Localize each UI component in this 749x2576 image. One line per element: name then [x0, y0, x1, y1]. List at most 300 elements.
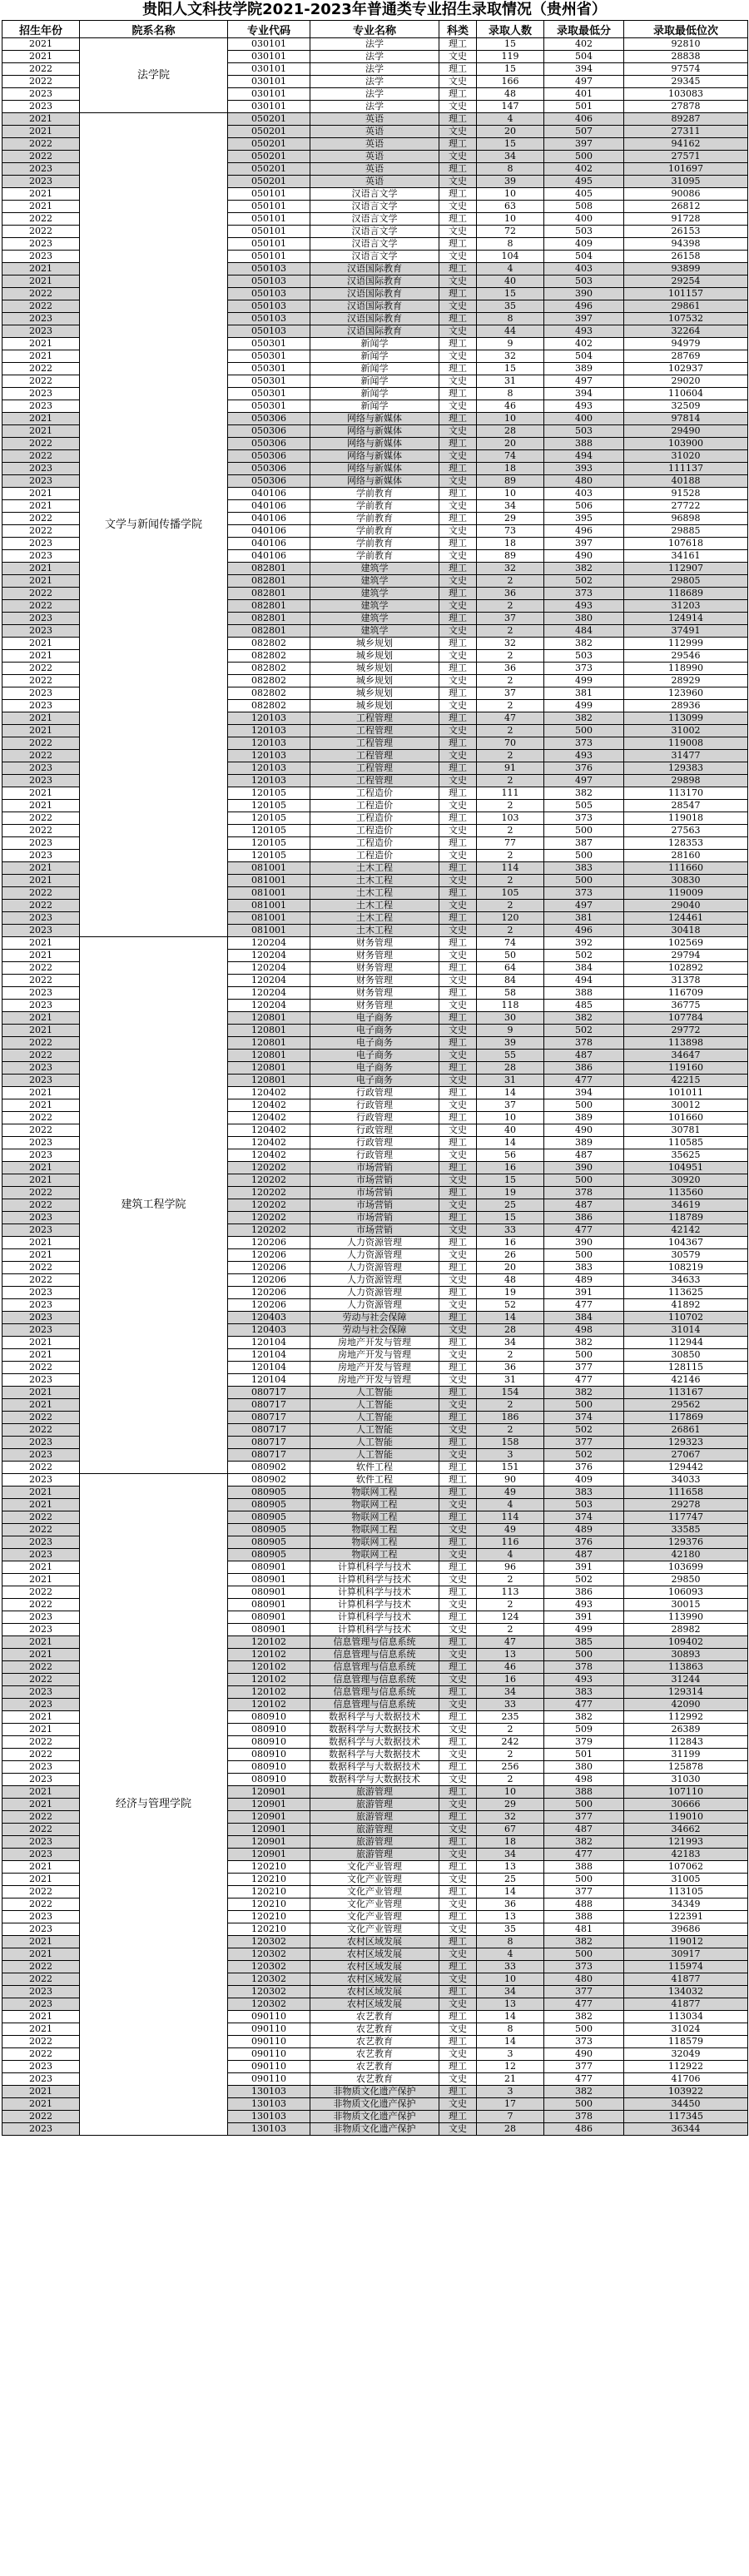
cell-admitted-count: 36: [477, 1362, 544, 1374]
cell-min-score: 403: [544, 263, 624, 275]
cell-category: 文史: [439, 700, 477, 712]
cell-year: 2021: [2, 575, 80, 588]
cell-category: 文史: [439, 1349, 477, 1362]
cell-major-name: 人力资源管理: [310, 1299, 439, 1312]
cell-major-name: 新闻学: [310, 400, 439, 413]
cell-major-code: 120102: [228, 1699, 310, 1711]
cell-min-score: 503: [544, 425, 624, 438]
cell-category: 理工: [439, 2111, 477, 2123]
cell-min-rank: 34633: [624, 1274, 748, 1287]
cell-min-score: 389: [544, 1137, 624, 1149]
cell-year: 2023: [2, 1137, 80, 1149]
cell-min-rank: 112944: [624, 1337, 748, 1349]
cell-min-score: 381: [544, 687, 624, 700]
cell-major-code: 080901: [228, 1599, 310, 1611]
cell-min-rank: 129383: [624, 762, 748, 775]
cell-major-code: 082801: [228, 625, 310, 638]
cell-min-rank: 41706: [624, 2073, 748, 2086]
cell-year: 2022: [2, 1262, 80, 1274]
cell-year: 2023: [2, 912, 80, 925]
cell-min-score: 481: [544, 1923, 624, 1936]
cell-admitted-count: 2: [477, 750, 544, 762]
cell-major-code: 120105: [228, 825, 310, 837]
cell-major-code: 050201: [228, 176, 310, 188]
cell-major-code: 040106: [228, 513, 310, 525]
cell-min-rank: 129442: [624, 1462, 748, 1474]
header-admitted-count: 录取人数: [477, 21, 544, 38]
cell-major-name: 新闻学: [310, 350, 439, 363]
cell-major-name: 数据科学与大数据技术: [310, 1774, 439, 1786]
cell-category: 理工: [439, 1262, 477, 1274]
cell-major-code: 120901: [228, 1824, 310, 1836]
cell-min-score: 373: [544, 812, 624, 825]
cell-min-score: 500: [544, 1099, 624, 1112]
cell-category: 理工: [439, 862, 477, 875]
cell-category: 文史: [439, 1649, 477, 1661]
cell-min-score: 379: [544, 1736, 624, 1749]
cell-min-rank: 34619: [624, 1199, 748, 1212]
cell-category: 文史: [439, 825, 477, 837]
cell-min-rank: 107618: [624, 538, 748, 550]
cell-category: 文史: [439, 2073, 477, 2086]
cell-admitted-count: 72: [477, 226, 544, 238]
cell-major-name: 网络与新媒体: [310, 450, 439, 463]
cell-min-score: 382: [544, 638, 624, 650]
cell-major-code: 120302: [228, 1998, 310, 2011]
cell-category: 文史: [439, 2023, 477, 2036]
cell-major-name: 工程造价: [310, 825, 439, 837]
cell-major-name: 学前教育: [310, 550, 439, 563]
cell-admitted-count: 10: [477, 488, 544, 500]
cell-year: 2023: [2, 1212, 80, 1224]
cell-min-rank: 107062: [624, 1861, 748, 1874]
cell-year: 2023: [2, 1849, 80, 1861]
cell-min-score: 382: [544, 1337, 624, 1349]
cell-category: 文史: [439, 1948, 477, 1961]
cell-major-name: 学前教育: [310, 513, 439, 525]
cell-major-name: 人工智能: [310, 1449, 439, 1462]
cell-admitted-count: 44: [477, 325, 544, 338]
cell-major-code: 120402: [228, 1124, 310, 1137]
cell-year: 2022: [2, 363, 80, 375]
cell-category: 理工: [439, 113, 477, 126]
cell-min-rank: 29772: [624, 1025, 748, 1037]
cell-year: 2022: [2, 900, 80, 912]
cell-min-rank: 34647: [624, 1050, 748, 1062]
cell-major-name: 农艺教育: [310, 2011, 439, 2023]
cell-min-rank: 42180: [624, 1549, 748, 1561]
cell-category: 文史: [439, 750, 477, 762]
cell-major-name: 行政管理: [310, 1087, 439, 1099]
cell-major-code: 120104: [228, 1362, 310, 1374]
cell-min-score: 386: [544, 1586, 624, 1599]
cell-major-name: 文化产业管理: [310, 1898, 439, 1911]
cell-min-score: 405: [544, 188, 624, 201]
cell-admitted-count: 103: [477, 812, 544, 825]
cell-min-rank: 128115: [624, 1362, 748, 1374]
cell-category: 文史: [439, 775, 477, 787]
cell-min-score: 500: [544, 1874, 624, 1886]
cell-category: 文史: [439, 525, 477, 538]
cell-major-name: 计算机科学与技术: [310, 1599, 439, 1611]
cell-admitted-count: 147: [477, 101, 544, 113]
cell-category: 文史: [439, 575, 477, 588]
cell-admitted-count: 40: [477, 275, 544, 288]
cell-category: 理工: [439, 837, 477, 850]
cell-major-name: 财务管理: [310, 975, 439, 987]
cell-min-rank: 30917: [624, 1948, 748, 1961]
cell-major-name: 学前教育: [310, 525, 439, 538]
cell-category: 文史: [439, 650, 477, 663]
cell-major-code: 080717: [228, 1437, 310, 1449]
cell-year: 2021: [2, 1162, 80, 1174]
table-row: [2, 1474, 748, 1487]
cell-category: 理工: [439, 1811, 477, 1824]
cell-year: 2023: [2, 625, 80, 638]
cell-min-rank: 113170: [624, 787, 748, 800]
cell-min-rank: 31014: [624, 1324, 748, 1337]
cell-major-name: 房地产开发与管理: [310, 1349, 439, 1362]
cell-major-code: 120204: [228, 975, 310, 987]
cell-admitted-count: 124: [477, 1611, 544, 1624]
cell-major-code: 080905: [228, 1487, 310, 1499]
cell-year: 2021: [2, 712, 80, 725]
cell-category: 理工: [439, 1487, 477, 1499]
cell-year: 2022: [2, 1362, 80, 1374]
cell-major-code: 081001: [228, 900, 310, 912]
cell-year: 2023: [2, 1986, 80, 1998]
cell-category: 文史: [439, 1674, 477, 1686]
cell-min-score: 500: [544, 1649, 624, 1661]
cell-major-name: 城乡规划: [310, 650, 439, 663]
cell-min-rank: 111658: [624, 1487, 748, 1499]
cell-year: 2021: [2, 1574, 80, 1586]
cell-min-rank: 119008: [624, 737, 748, 750]
cell-admitted-count: 13: [477, 1861, 544, 1874]
cell-category: 理工: [439, 2011, 477, 2023]
cell-admitted-count: 25: [477, 1199, 544, 1212]
cell-admitted-count: 9: [477, 338, 544, 350]
cell-min-rank: 26153: [624, 226, 748, 238]
cell-major-code: 120210: [228, 1923, 310, 1936]
cell-admitted-count: 26: [477, 1249, 544, 1262]
cell-year: 2023: [2, 850, 80, 862]
cell-major-code: 050306: [228, 475, 310, 488]
cell-year: 2022: [2, 812, 80, 825]
cell-min-rank: 118689: [624, 588, 748, 600]
cell-category: 理工: [439, 38, 477, 51]
cell-major-name: 学前教育: [310, 538, 439, 550]
cell-major-code: 120402: [228, 1137, 310, 1149]
cell-min-score: 389: [544, 363, 624, 375]
cell-min-score: 487: [544, 1050, 624, 1062]
cell-major-name: 旅游管理: [310, 1849, 439, 1861]
cell-min-rank: 29490: [624, 425, 748, 438]
cell-min-rank: 118789: [624, 1212, 748, 1224]
cell-category: 理工: [439, 1961, 477, 1973]
cell-category: 理工: [439, 1711, 477, 1724]
cell-min-rank: 112999: [624, 638, 748, 650]
cell-min-rank: 122391: [624, 1911, 748, 1923]
cell-admitted-count: 166: [477, 76, 544, 88]
cell-year: 2021: [2, 338, 80, 350]
cell-year: 2021: [2, 1237, 80, 1249]
cell-category: 理工: [439, 2036, 477, 2048]
cell-admitted-count: 31: [477, 375, 544, 388]
cell-admitted-count: 18: [477, 1836, 544, 1849]
cell-min-rank: 93899: [624, 263, 748, 275]
cell-category: 理工: [439, 1162, 477, 1174]
cell-category: 理工: [439, 762, 477, 775]
cell-year: 2022: [2, 1187, 80, 1199]
cell-min-rank: 94398: [624, 238, 748, 251]
cell-category: 理工: [439, 1561, 477, 1574]
cell-year: 2023: [2, 1774, 80, 1786]
cell-major-name: 文化产业管理: [310, 1923, 439, 1936]
cell-min-score: 388: [544, 987, 624, 1000]
table-header-row: [2, 21, 748, 38]
cell-category: 理工: [439, 663, 477, 675]
cell-min-score: 391: [544, 1611, 624, 1624]
cell-major-name: 市场营销: [310, 1174, 439, 1187]
cell-admitted-count: 3: [477, 2048, 544, 2061]
cell-min-score: 500: [544, 1948, 624, 1961]
cell-min-score: 497: [544, 775, 624, 787]
cell-category: 理工: [439, 1012, 477, 1025]
cell-min-score: 508: [544, 201, 624, 213]
cell-category: 文史: [439, 800, 477, 812]
cell-major-name: 信息管理与信息系统: [310, 1636, 439, 1649]
cell-year: 2023: [2, 837, 80, 850]
cell-category: 理工: [439, 313, 477, 325]
cell-major-code: 120402: [228, 1087, 310, 1099]
cell-category: 文史: [439, 1424, 477, 1437]
cell-min-rank: 113898: [624, 1037, 748, 1050]
cell-major-name: 电子商务: [310, 1012, 439, 1025]
cell-min-score: 386: [544, 1062, 624, 1075]
cell-category: 理工: [439, 263, 477, 275]
cell-category: 理工: [439, 1037, 477, 1050]
cell-min-score: 487: [544, 1549, 624, 1561]
cell-min-rank: 31005: [624, 1874, 748, 1886]
table-row: [2, 937, 748, 950]
cell-admitted-count: 58: [477, 987, 544, 1000]
cell-category: 理工: [439, 1886, 477, 1898]
cell-year: 2022: [2, 975, 80, 987]
cell-admitted-count: 2: [477, 1724, 544, 1736]
cell-major-code: 120202: [228, 1162, 310, 1174]
cell-admitted-count: 18: [477, 538, 544, 550]
cell-min-score: 382: [544, 787, 624, 800]
cell-year: 2023: [2, 987, 80, 1000]
cell-category: 文史: [439, 900, 477, 912]
cell-year: 2022: [2, 1124, 80, 1137]
cell-min-rank: 32264: [624, 325, 748, 338]
cell-year: 2021: [2, 1649, 80, 1661]
cell-min-score: 377: [544, 1986, 624, 1998]
cell-min-score: 497: [544, 375, 624, 388]
cell-admitted-count: 3: [477, 2086, 544, 2098]
cell-min-score: 400: [544, 213, 624, 226]
cell-major-name: 新闻学: [310, 388, 439, 400]
cell-major-name: 城乡规划: [310, 675, 439, 687]
cell-major-code: 120204: [228, 937, 310, 950]
cell-major-name: 计算机科学与技术: [310, 1586, 439, 1599]
cell-category: 理工: [439, 987, 477, 1000]
cell-major-code: 120102: [228, 1674, 310, 1686]
cell-year: 2021: [2, 488, 80, 500]
cell-min-rank: 27571: [624, 151, 748, 163]
cell-major-code: 080717: [228, 1399, 310, 1412]
cell-min-score: 397: [544, 138, 624, 151]
cell-category: 文史: [439, 500, 477, 513]
cell-major-code: 120210: [228, 1911, 310, 1923]
cell-year: 2023: [2, 1624, 80, 1636]
header-category: 科类: [439, 21, 477, 38]
cell-category: 理工: [439, 1761, 477, 1774]
cell-major-name: 汉语国际教育: [310, 275, 439, 288]
cell-min-score: 383: [544, 1487, 624, 1499]
cell-min-rank: 106093: [624, 1586, 748, 1599]
cell-min-rank: 36775: [624, 1000, 748, 1012]
cell-major-name: 行政管理: [310, 1099, 439, 1112]
cell-major-name: 市场营销: [310, 1199, 439, 1212]
cell-major-name: 财务管理: [310, 950, 439, 962]
cell-min-score: 392: [544, 937, 624, 950]
cell-admitted-count: 235: [477, 1711, 544, 1724]
cell-min-score: 500: [544, 151, 624, 163]
cell-admitted-count: 2: [477, 850, 544, 862]
cell-min-score: 496: [544, 925, 624, 937]
cell-admitted-count: 104: [477, 251, 544, 263]
cell-major-name: 工程管理: [310, 750, 439, 762]
cell-year: 2023: [2, 388, 80, 400]
header-min-score: 录取最低分: [544, 21, 624, 38]
cell-admitted-count: 2: [477, 1399, 544, 1412]
cell-year: 2023: [2, 1611, 80, 1624]
cell-admitted-count: 84: [477, 975, 544, 987]
cell-min-rank: 101157: [624, 288, 748, 300]
cell-min-rank: 112992: [624, 1711, 748, 1724]
cell-major-code: 080910: [228, 1724, 310, 1736]
cell-major-code: 082802: [228, 650, 310, 663]
cell-min-score: 504: [544, 51, 624, 63]
cell-min-rank: 29794: [624, 950, 748, 962]
cell-major-code: 120204: [228, 962, 310, 975]
cell-min-rank: 29898: [624, 775, 748, 787]
cell-admitted-count: 48: [477, 88, 544, 101]
cell-admitted-count: 15: [477, 63, 544, 76]
cell-year: 2022: [2, 1961, 80, 1973]
cell-major-name: 农艺教育: [310, 2023, 439, 2036]
cell-year: 2021: [2, 1174, 80, 1187]
cell-min-score: 477: [544, 1075, 624, 1087]
cell-major-name: 法学: [310, 51, 439, 63]
cell-min-score: 378: [544, 1037, 624, 1050]
cell-year: 2021: [2, 1786, 80, 1799]
cell-admitted-count: 28: [477, 1062, 544, 1075]
cell-category: 理工: [439, 912, 477, 925]
cell-admitted-count: 52: [477, 1299, 544, 1312]
cell-year: 2021: [2, 126, 80, 138]
cell-major-name: 行政管理: [310, 1112, 439, 1124]
cell-min-score: 402: [544, 38, 624, 51]
cell-category: 文史: [439, 1249, 477, 1262]
cell-min-score: 506: [544, 500, 624, 513]
cell-major-code: 050101: [228, 213, 310, 226]
cell-min-score: 493: [544, 1599, 624, 1611]
cell-min-rank: 102569: [624, 937, 748, 950]
cell-major-code: 120202: [228, 1174, 310, 1187]
cell-admitted-count: 10: [477, 413, 544, 425]
cell-category: 理工: [439, 563, 477, 575]
cell-year: 2022: [2, 226, 80, 238]
cell-category: 理工: [439, 1337, 477, 1349]
cell-category: 文史: [439, 925, 477, 937]
cell-category: 文史: [439, 550, 477, 563]
cell-year: 2022: [2, 825, 80, 837]
cell-major-name: 房地产开发与管理: [310, 1362, 439, 1374]
cell-min-score: 494: [544, 975, 624, 987]
cell-major-name: 建筑学: [310, 600, 439, 613]
cell-major-code: 030101: [228, 51, 310, 63]
cell-major-code: 050101: [228, 238, 310, 251]
cell-major-code: 120403: [228, 1324, 310, 1337]
cell-admitted-count: 2: [477, 1749, 544, 1761]
cell-min-rank: 29020: [624, 375, 748, 388]
cell-category: 理工: [439, 638, 477, 650]
cell-major-code: 120210: [228, 1886, 310, 1898]
cell-year: 2022: [2, 1824, 80, 1836]
cell-admitted-count: 105: [477, 887, 544, 900]
cell-min-score: 503: [544, 226, 624, 238]
cell-min-rank: 41877: [624, 1998, 748, 2011]
cell-min-rank: 121993: [624, 1836, 748, 1849]
cell-year: 2023: [2, 475, 80, 488]
cell-min-score: 381: [544, 912, 624, 925]
cell-major-code: 120801: [228, 1037, 310, 1050]
cell-min-score: 388: [544, 1911, 624, 1923]
cell-min-score: 477: [544, 1998, 624, 2011]
cell-major-name: 信息管理与信息系统: [310, 1674, 439, 1686]
cell-major-code: 120403: [228, 1312, 310, 1324]
cell-major-name: 法学: [310, 101, 439, 113]
cell-year: 2021: [2, 51, 80, 63]
cell-major-code: 120206: [228, 1262, 310, 1274]
cell-major-code: 090110: [228, 2023, 310, 2036]
cell-min-rank: 27722: [624, 500, 748, 513]
cell-min-rank: 31199: [624, 1749, 748, 1761]
cell-category: 文史: [439, 425, 477, 438]
cell-min-score: 502: [544, 575, 624, 588]
cell-major-name: 数据科学与大数据技术: [310, 1711, 439, 1724]
cell-category: 理工: [439, 388, 477, 400]
cell-major-name: 汉语国际教育: [310, 325, 439, 338]
cell-major-name: 城乡规划: [310, 663, 439, 675]
cell-admitted-count: 20: [477, 1262, 544, 1274]
cell-min-rank: 115974: [624, 1961, 748, 1973]
cell-major-name: 数据科学与大数据技术: [310, 1724, 439, 1736]
cell-major-name: 信息管理与信息系统: [310, 1699, 439, 1711]
cell-admitted-count: 37: [477, 687, 544, 700]
cell-min-rank: 42090: [624, 1699, 748, 1711]
cell-year: 2023: [2, 2073, 80, 2086]
cell-admitted-count: 8: [477, 2023, 544, 2036]
cell-min-score: 500: [544, 1399, 624, 1412]
cell-admitted-count: 20: [477, 126, 544, 138]
cell-admitted-count: 37: [477, 613, 544, 625]
cell-major-code: 050103: [228, 275, 310, 288]
